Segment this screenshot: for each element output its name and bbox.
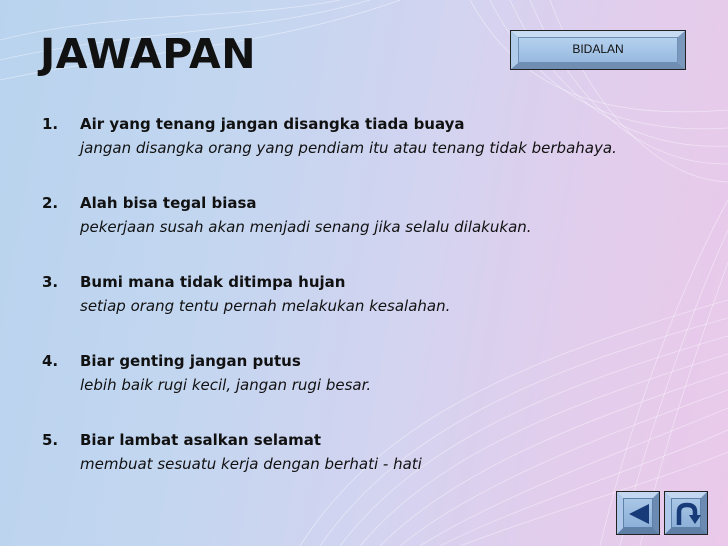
answer-number: 2. <box>42 194 59 212</box>
button-bevel-right <box>701 492 707 534</box>
answer-proverb: Biar lambat asalkan selamat <box>80 431 322 449</box>
return-arrow-icon <box>673 500 701 528</box>
answer-number: 5. <box>42 431 59 449</box>
answer-meaning: lebih baik rugi kecil, jangan rugi besar. <box>80 376 372 394</box>
button-bevel-right <box>653 492 659 534</box>
answer-number: 1. <box>42 115 59 133</box>
button-bevel-bottom <box>511 63 685 69</box>
answer-proverb: Alah bisa tegal biasa <box>80 194 257 212</box>
page-title: JAWAPAN <box>40 30 257 78</box>
answer-proverb: Bumi mana tidak ditimpa hujan <box>80 273 346 291</box>
answer-meaning: membuat sesuatu kerja dengan berhati - hati <box>80 455 422 473</box>
bidalan-button[interactable] <box>510 30 686 70</box>
answer-proverb: Air yang tenang jangan disangka tiada buaya <box>80 115 465 133</box>
answer-meaning: jangan disangka orang yang pendiam itu atau tenang tidak berbahaya. <box>80 139 617 157</box>
answer-number: 4. <box>42 352 59 370</box>
back-button[interactable] <box>616 491 660 535</box>
answer-number: 3. <box>42 273 59 291</box>
button-bevel-bottom <box>617 528 659 534</box>
bidalan-button-label: BIDALAN <box>572 42 624 56</box>
button-bevel-bottom <box>665 528 707 534</box>
answer-meaning: setiap orang tentu pernah melakukan kesalahan. <box>80 297 451 315</box>
arrow-left-icon <box>625 500 653 528</box>
answer-meaning: pekerjaan susah akan menjadi senang jika selalu dilakukan. <box>80 218 532 236</box>
answer-proverb: Biar genting jangan putus <box>80 352 301 370</box>
return-button[interactable] <box>664 491 708 535</box>
